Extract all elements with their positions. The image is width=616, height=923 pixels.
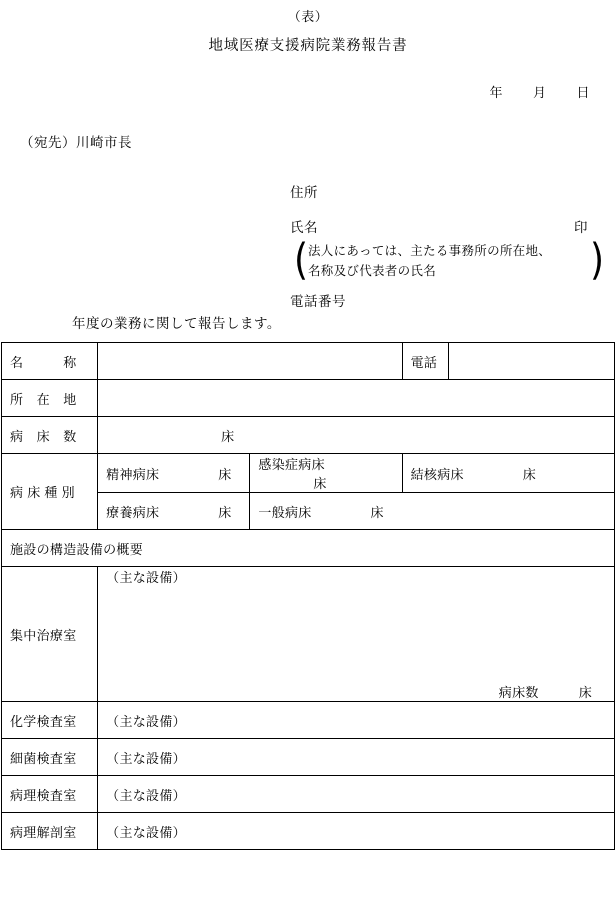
row-label-tel: 電話 [402, 343, 448, 380]
table-row [2, 776, 615, 813]
seal-label: 印 [574, 220, 588, 235]
bed-type-unit-tuberculosis: 床 [522, 466, 537, 482]
applicant-address-label: 住所 [290, 185, 318, 200]
bed-type-label-psychiatric: 精神病床 [106, 466, 160, 482]
icu-bed-count-label: 病床数 [498, 685, 539, 700]
table-row [2, 380, 615, 417]
field-tel-value[interactable] [448, 343, 614, 380]
bed-type-label-tuberculosis: 結核病床 [410, 466, 464, 482]
document-title: 地域医療支援病院業務報告書 [208, 38, 408, 54]
applicant-note-line1: 法人にあっては、主たる事務所の所在地、 [308, 244, 552, 258]
icu-bed-count-unit: 床 [578, 685, 592, 700]
field-chemistry-lab-equipment[interactable]: （主な設備） [98, 702, 615, 739]
bed-type-label-longterm: 療養病床 [106, 504, 160, 520]
field-name-value[interactable] [98, 343, 402, 380]
applicant-address-row [0, 181, 616, 201]
date-month-label: 月 [532, 85, 547, 100]
field-bed-type-tuberculosis[interactable] [402, 454, 614, 493]
table-row [2, 454, 615, 493]
applicant-tel-label: 電話番号 [290, 294, 346, 309]
row-label-chemistry-lab: 化学検査室 [2, 702, 98, 739]
row-label-bacteriology-lab: 細菌検査室 [2, 739, 98, 776]
row-label-bed-type: 病 床 種 別 [2, 454, 98, 530]
table-row [2, 530, 615, 567]
applicant-tel-row [0, 290, 616, 310]
icu-equipment-label: （主な設備） [106, 570, 186, 585]
icu-bed-count-row [106, 682, 606, 701]
bed-type-label-general: 一般病床 [258, 504, 312, 520]
field-bed-type-psychiatric[interactable] [98, 454, 250, 493]
row-label-icu: 集中治療室 [2, 567, 98, 702]
row-label-autopsy-room: 病理解剖室 [2, 813, 98, 850]
report-statement: 年度の業務に関して報告します。 [72, 316, 281, 331]
applicant-name-label: 氏名 [290, 220, 318, 235]
row-label-location: 所 在 地 [2, 380, 98, 417]
field-bed-type-general[interactable] [250, 493, 615, 530]
table-row [2, 343, 615, 380]
brace-left-icon: ( [294, 236, 309, 285]
section-header-structure: 施設の構造設備の概要 [2, 530, 615, 567]
date-year-label: 年 [489, 85, 503, 100]
field-icu-equipment[interactable] [98, 567, 615, 702]
table-row [2, 702, 615, 739]
bed-type-label-infectious: 感染症病床 [258, 457, 325, 472]
date-day-label: 日 [576, 85, 590, 100]
row-label-name: 名 称 [2, 343, 98, 380]
field-pathology-lab-equipment[interactable]: （主な設備） [98, 776, 615, 813]
date-line [0, 82, 616, 101]
field-autopsy-room-equipment[interactable]: （主な設備） [98, 813, 615, 850]
applicant-name-row [0, 216, 616, 236]
field-beds-value[interactable] [98, 417, 615, 454]
beds-unit-label: 床 [221, 428, 235, 444]
report-form-table [1, 342, 615, 850]
brace-right-icon: ) [589, 236, 604, 285]
bed-type-unit-psychiatric: 床 [218, 466, 232, 482]
table-row [2, 813, 615, 850]
applicant-note-line2: 名称及び代表者の氏名 [308, 264, 437, 278]
field-bacteriology-lab-equipment[interactable]: （主な設備） [98, 739, 615, 776]
applicant-note-brace [0, 236, 616, 285]
field-location-value[interactable] [98, 380, 615, 417]
applicant-block [0, 181, 616, 309]
row-label-pathology-lab: 病理検査室 [2, 776, 98, 813]
table-row [2, 567, 615, 702]
bed-type-unit-longterm: 床 [218, 504, 232, 520]
row-label-beds: 病 床 数 [2, 417, 98, 454]
addressee: （宛先）川崎市長 [20, 135, 132, 150]
table-row [2, 739, 615, 776]
field-bed-type-longterm[interactable] [98, 493, 250, 530]
bed-type-unit-infectious: 床 [313, 476, 327, 491]
field-bed-type-infectious[interactable] [250, 454, 402, 493]
bed-type-unit-general: 床 [370, 504, 384, 520]
document-subtitle: （表） [287, 9, 329, 24]
table-row [2, 417, 615, 454]
